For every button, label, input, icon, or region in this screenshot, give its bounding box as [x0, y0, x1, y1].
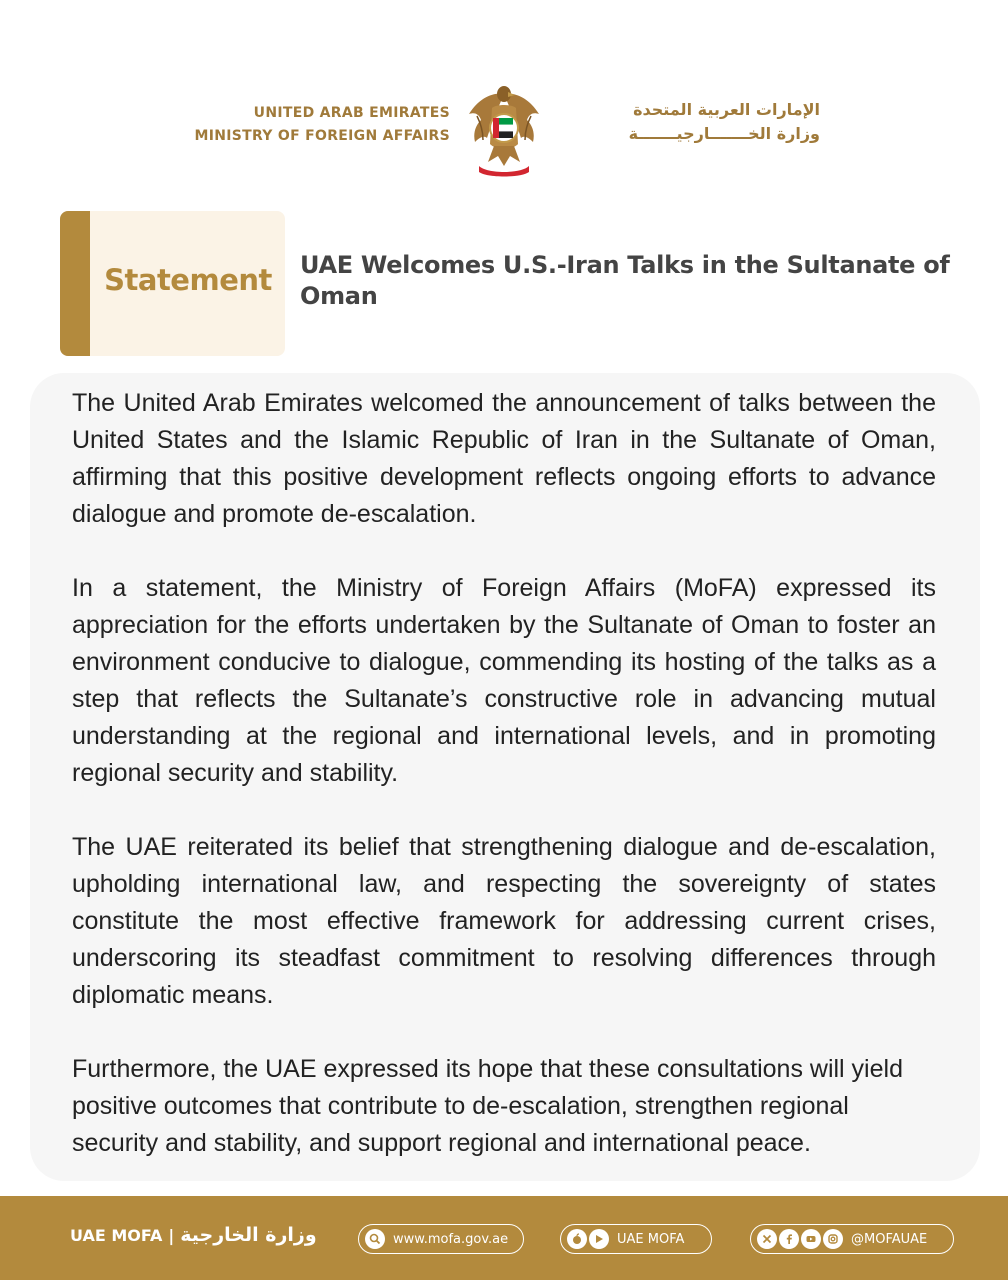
footer-bar [0, 1196, 1008, 1280]
app-name: UAE MOFA [617, 1231, 685, 1247]
letterhead-arabic [560, 98, 820, 146]
uae-falcon-emblem-icon [463, 80, 545, 178]
footer-brand-en: UAE MOFA [70, 1226, 163, 1245]
footer-separator: | [168, 1226, 175, 1245]
play-store-icon [589, 1229, 609, 1249]
app-store-link[interactable] [560, 1224, 712, 1254]
website-url: www.mofa.gov.ae [393, 1231, 509, 1247]
statement-headline: UAE Welcomes U.S.-Iran Talks in the Sultanate of Oman [300, 251, 950, 310]
letterhead [0, 80, 1008, 180]
paragraph-1: The United Arab Emirates welcomed the announcement of talks between the United States and the Islamic Republic of Iran in the Sultanate of Oman, affirming that this positive development reflects ongoing efforts to advance dialogue and promote de-escalation. [72, 389, 936, 528]
social-links[interactable] [750, 1224, 954, 1254]
footer-brand [70, 1224, 317, 1246]
instagram-icon [823, 1229, 843, 1249]
statement-tag [60, 211, 285, 356]
x-icon [757, 1229, 777, 1249]
country-name-en: UNITED ARAB EMIRATES [253, 105, 450, 121]
apple-icon [567, 1229, 587, 1249]
social-handle: @MOFAUAE [851, 1231, 928, 1247]
website-link[interactable] [358, 1224, 524, 1254]
paragraph-2: In a statement, the Ministry of Foreign Affairs (MoFA) expressed its appreciation for the efforts undertaken by the Sultanate of Oman to foster an environment conducive to dialogue, commending its hosting of the talks as a step that reflects the Sultanate’s constructive role in advancing mutual understanding at the regional and international levels, and in promoting regional security and stability. [72, 574, 936, 787]
tag-label: Statement [104, 263, 272, 297]
facebook-icon [779, 1229, 799, 1249]
statement-body [72, 385, 936, 1199]
ministry-name-en: MINISTRY OF FOREIGN AFFAIRS [194, 128, 450, 144]
tag-accent-bar [60, 211, 90, 356]
paragraph-3: The UAE reiterated its belief that strengthening dialogue and de-escalation, upholding international law, and respecting the sovereignty of states constitute the most effective framework for addressing current crises, underscoring its steadfast commitment to resolving differences through diplomatic means. [72, 833, 936, 1009]
letterhead-english [150, 102, 450, 148]
paragraph-4: Furthermore, the UAE expressed its hope that these consultations will yield positive outcomes that contribute to de-escalation, strengthen regional security and stability, and support regional and international peace. [72, 1055, 903, 1157]
footer-brand-ar: وزارة الخارجية [180, 1224, 317, 1246]
search-icon [365, 1229, 385, 1249]
country-name-ar: الإمارات العربية المتحدة [633, 100, 820, 119]
ministry-name-ar: وزارة الخـــــــارجيـــــــة [628, 124, 820, 143]
youtube-icon [801, 1229, 821, 1249]
